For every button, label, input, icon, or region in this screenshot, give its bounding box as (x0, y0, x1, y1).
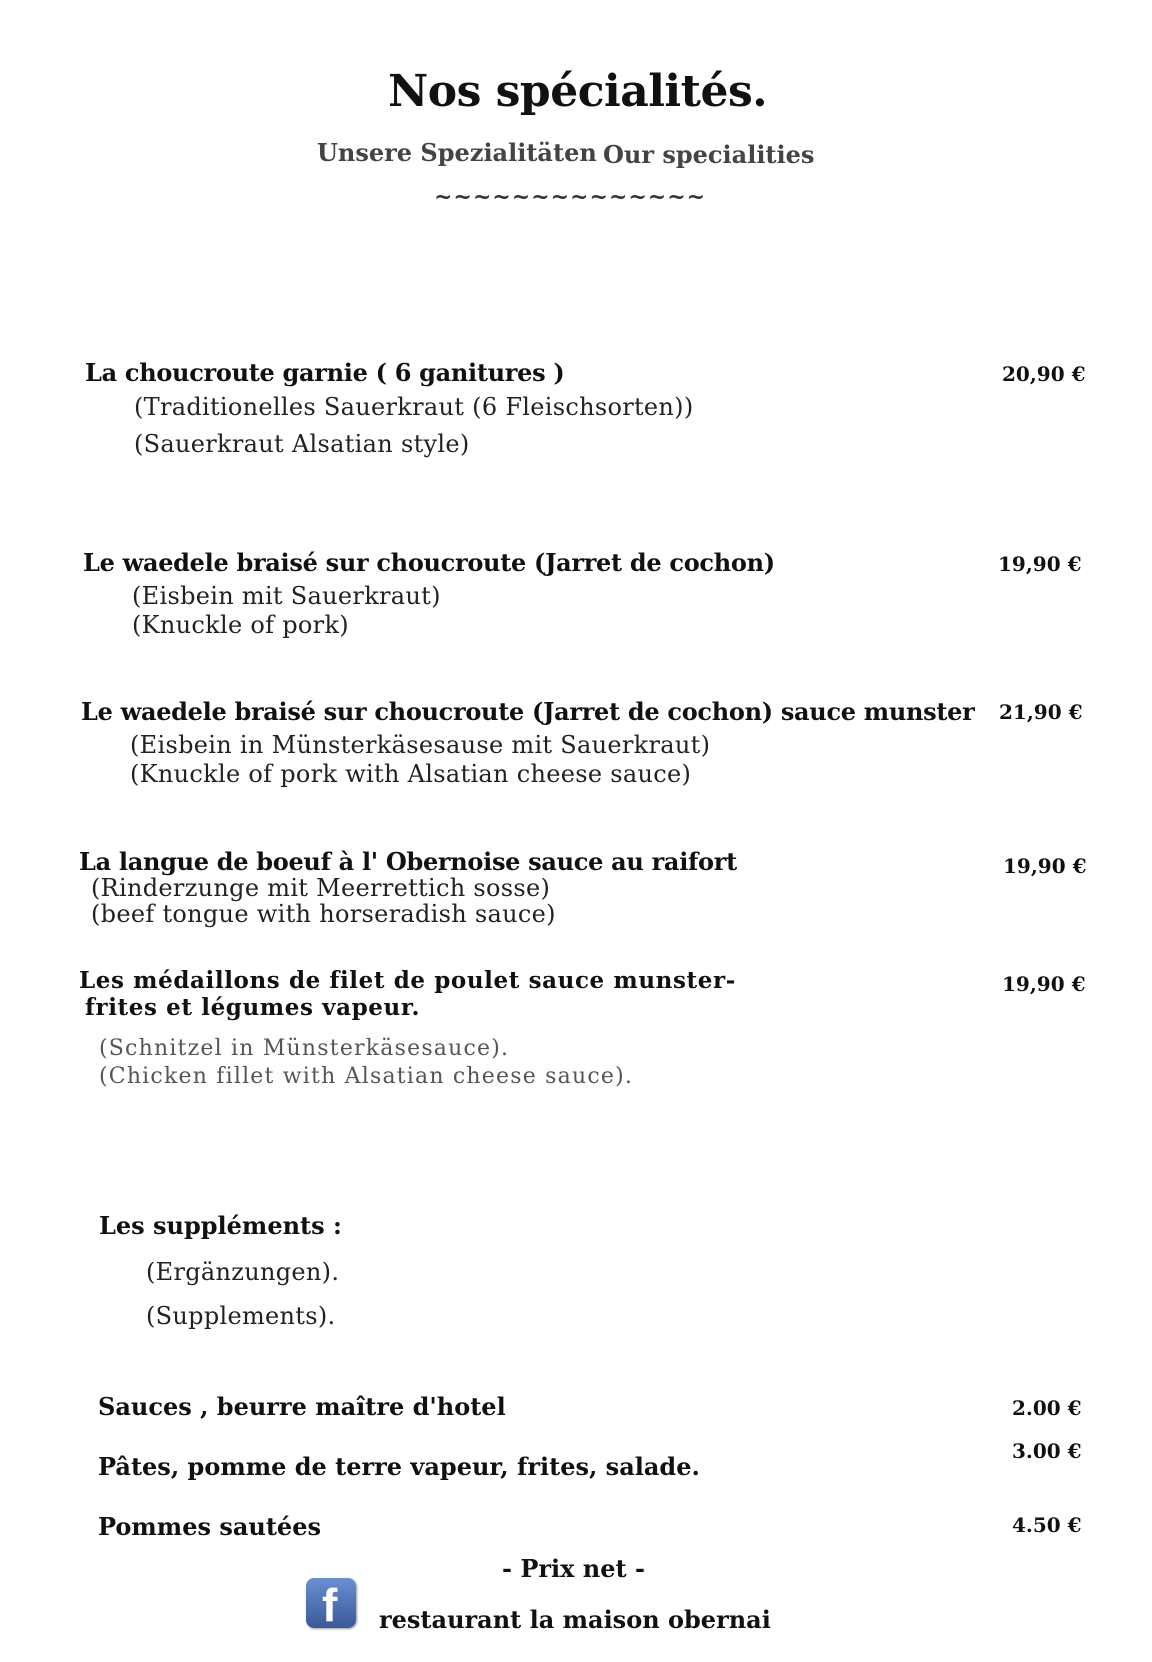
supplement-item-price: 4.50 € (1012, 1513, 1082, 1537)
dish-name: Les médaillons de filet de poulet sauce munster- (79, 967, 736, 994)
dish-translation-en: (Chicken fillet with Alsatian cheese sauce). (99, 1064, 634, 1089)
supplement-item-price: 3.00 € (1012, 1439, 1082, 1463)
supplements-translation-de: (Ergänzungen). (146, 1258, 340, 1286)
dish-name: La choucroute garnie ( 6 ganitures ) (85, 358, 565, 387)
dish-price: 21,90 € (999, 700, 1083, 724)
supplement-item-label: Sauces , beurre maître d'hotel (98, 1392, 506, 1421)
dish-price: 19,90 € (1002, 972, 1086, 996)
dish-translation-de: (Traditionelles Sauerkraut (6 Fleischsorten)) (134, 393, 694, 421)
page-title: Nos spécialités. (388, 66, 768, 117)
subtitle-english: Our specialities (603, 140, 815, 169)
supplement-item-label: Pommes sautées (98, 1512, 321, 1541)
facebook-page-name[interactable]: restaurant la maison obernai (379, 1605, 771, 1634)
dish-translation-de: (Eisbein mit Sauerkraut) (132, 582, 441, 610)
net-price-note: - Prix net - (502, 1554, 645, 1583)
dish-translation-en: (Knuckle of pork) (132, 611, 349, 639)
dish-translation-en: (beef tongue with horseradish sauce) (91, 900, 556, 928)
dish-name-line2: frites et légumes vapeur. (85, 994, 421, 1021)
dish-price: 19,90 € (1003, 854, 1087, 878)
dish-translation-de: (Rinderzunge mit Meerrettich sosse) (91, 874, 551, 902)
supplements-heading: Les suppléments : (99, 1211, 342, 1240)
supplements-translation-en: (Supplements). (146, 1302, 336, 1330)
supplement-item-price: 2.00 € (1012, 1396, 1082, 1420)
subtitle-german: Unsere Spezialitäten (317, 138, 597, 167)
facebook-icon[interactable]: f (306, 1578, 356, 1628)
dish-name: Le waedele braisé sur choucroute (Jarret de cochon) sauce munster (81, 697, 975, 726)
dish-translation-en: (Sauerkraut Alsatian style) (134, 430, 470, 458)
dish-translation-en: (Knuckle of pork with Alsatian cheese sauce) (130, 760, 692, 788)
dish-name: Le waedele braisé sur choucroute (Jarret de cochon) (83, 548, 775, 577)
supplement-item-label: Pâtes, pomme de terre vapeur, frites, salade. (98, 1452, 700, 1481)
dish-price: 19,90 € (998, 552, 1082, 576)
title-divider: ~~~~~~~~~~~~~~ (434, 184, 707, 210)
dish-price: 20,90 € (1002, 362, 1086, 386)
dish-translation-de: (Schnitzel in Münsterkäsesauce). (99, 1036, 510, 1061)
dish-translation-de: (Eisbein in Münsterkäsesause mit Sauerkraut) (130, 731, 711, 759)
dish-name: La langue de boeuf à l' Obernoise sauce au raifort (79, 847, 737, 876)
